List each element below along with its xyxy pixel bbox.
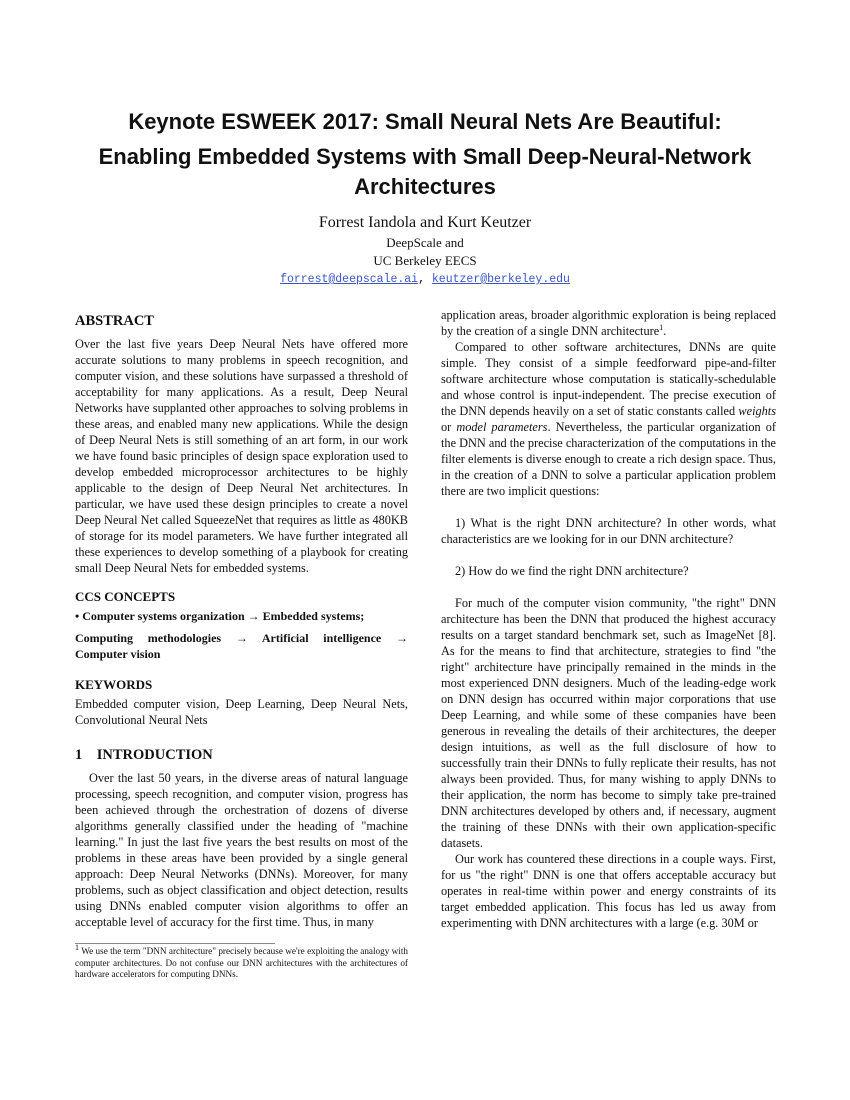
- affiliation-line1: DeepScale and: [386, 235, 464, 250]
- question-2: 2) How do we find the right DNN architecture?: [455, 564, 689, 578]
- introduction-heading: 1 INTRODUCTION: [75, 747, 213, 763]
- footnote-mark: 1: [75, 942, 79, 952]
- footnote-text: We use the term "DNN architecture" precisely because we're exploiting the analogy with computer architectures. Do not confuse our DNN architectures with the architectures of hardware accelerators for computing DNNs.: [75, 946, 409, 979]
- right-paragraph-3: For much of the computer vision community, "the right" DNN architecture has been the DNN that produced the highest accuracy results on a target standard benchmark set, such as ImageNet [8]. As for the means to find that architecture, strategies to find "the right" architecture have principally remained in the minds in the most experienced DNN designers. Much of the leading-edge work on DNN design has occurred within major corporations that use Deep Learning, and while some of these companies have been generous in revealing the details of their architectures, the deeper design intuitions, as well as the full disclosure of how to successfully train their DNNs to fully replicate their results, has not always been provided. Thus, for many wishing to apply DNNs to their application, the norm has become to simply take pre-trained DNN architectures developed by others and, if necessary, augment the training of these DNNs with their own application-specific datasets.: [441, 596, 776, 850]
- right-p2-em-model-parameters: model parameters: [456, 420, 548, 434]
- footnote-ref[interactable]: 1: [659, 322, 664, 332]
- right-p1-text: application areas, broader algorithmic exploration is being replaced by the creation of a single DNN architecture: [441, 308, 776, 338]
- email-link-forrest[interactable]: forrest@deepscale.ai: [280, 273, 419, 286]
- paper-title-line1: Keynote ESWEEK 2017: Small Neural Nets Are Beautiful:: [128, 109, 722, 134]
- footnote: [75, 942, 409, 981]
- title-block: [60, 108, 790, 288]
- email-link-keutzer[interactable]: keutzer@berkeley.edu: [431, 273, 570, 286]
- ccs-heading: CCS CONCEPTS: [75, 589, 176, 604]
- affiliation-line2: UC Berkeley EECS: [373, 253, 477, 268]
- ccs-line2: Computing methodologies → Artificial intelligence →: [75, 631, 408, 645]
- right-p1-end: .: [663, 324, 667, 338]
- right-paragraph-1: [441, 307, 776, 339]
- right-p2-em-weights: weights: [738, 404, 776, 418]
- left-column: [75, 308, 408, 930]
- emails: [60, 272, 790, 288]
- paper-title-line2: Enabling Embedded Systems with Small Deep-Neural-Network Architectures: [98, 144, 752, 199]
- footnote-rule: [75, 943, 275, 944]
- introduction-text: Over the last 50 years, in the diverse areas of natural language processing, speech recognition, and computer vision, progress has been achieved through the orchestration of dozens of diverse algorithms generally classified under the heading of "machine learning." In just the last five years the best results on most of the problems in these areas have been provided by a single general approach: Deep Neural Networks (DNNs). Moreover, for many problems, such as object classification and object detection, results using DNNs enabled computer vision algorithms to offer an acceptable level of accuracy for the first time. Thus, in many: [75, 771, 408, 929]
- question-1: 1) What is the right DNN architecture? In other words, what characteristics are we looking for in our DNN architecture?: [441, 516, 776, 546]
- ccs-line3: Computer vision: [75, 647, 161, 661]
- right-paragraph-2: [441, 339, 776, 499]
- authors: Forrest Iandola and Kurt Keutzer: [318, 214, 532, 231]
- keywords-text: Embedded computer vision, Deep Learning, Deep Neural Nets, Convolutional Neural Nets: [75, 697, 408, 727]
- right-p2-start: Compared to other software architectures, DNNs are quite simple. They consist of a simple feedforward pipe-and-filter software architecture whose computation is statically-schedulable and whose control is input-independent. The precise execution of the DNN depends heavily on a set of static constants called: [441, 340, 776, 418]
- right-p2-end: . Nevertheless, the particular organization of the DNN and the precise characterization of the computations in the filter elements is diverse enough to create a rich design space. Thus, in the creation of a DNN to solve a particular application problem there are two implicit questions:: [441, 420, 776, 498]
- email-separator: ,: [418, 273, 425, 286]
- right-p2-mid: or: [441, 420, 457, 434]
- ccs-line1: • Computer systems organization → Embedded systems;: [75, 609, 365, 623]
- keywords-heading: KEYWORDS: [75, 677, 153, 692]
- right-column: [441, 307, 776, 931]
- abstract-heading: ABSTRACT: [75, 313, 154, 329]
- right-paragraph-4: Our work has countered these directions in a couple ways. First, for us "the right" DNN is one that offers acceptable accuracy but operates in real-time within power and energy constraints of its target embedded application. This focus has led us away from experimenting with DNN architectures with a large (e.g. 30M or: [441, 852, 776, 930]
- abstract-text: Over the last five years Deep Neural Nets have offered more accurate solutions to many problems in speech recognition, and computer vision, and these solutions have surpassed a threshold of acceptability for many applications. As a result, Deep Neural Networks have supplanted other approaches to solving problems in these areas, and enabled many new applications. While the design of Deep Neural Nets is still something of an art form, in our work we have found basic principles of design space exploration used to develop embedded microprocessor architectures to be highly applicable to the design of Deep Neural Net architectures. In particular, we have used these design principles to create a novel Deep Neural Net called SqueezeNet that requires as little as 480KB of storage for its model parameters. We have further integrated all these experiences to develop something of a playbook for creating small Deep Neural Nets for embedded systems.: [75, 337, 408, 575]
